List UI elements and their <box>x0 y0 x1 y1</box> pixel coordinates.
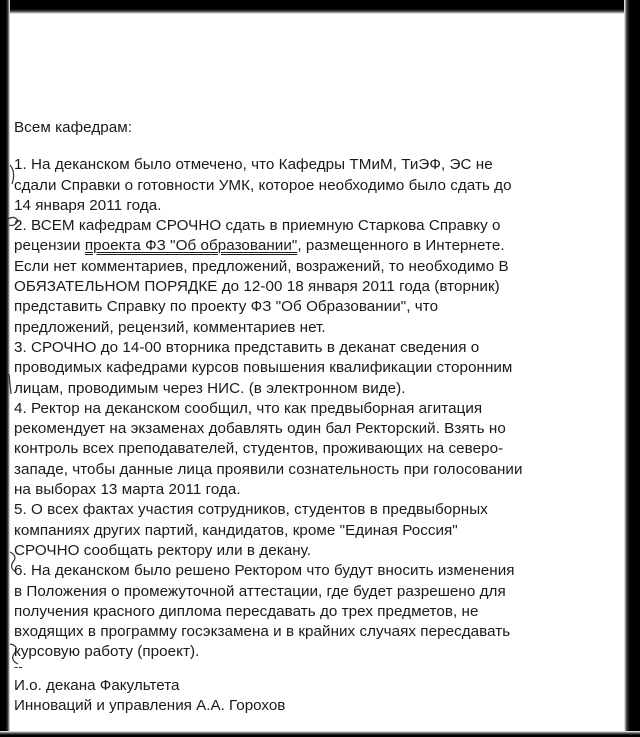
signature-block <box>14 676 285 717</box>
memo-line: получения красного диплома пересдавать до трех предметов, не <box>14 602 479 620</box>
memo-line: 3. СРОЧНО до 14-00 вторника представить в деканат сведения о <box>14 338 480 356</box>
memo-line: входящих в программу госэкзамена и в крайних случаях пересдавать <box>14 623 511 641</box>
memo-line: компаниях других партий, кандидатов, кроме "Единая Россия" <box>14 521 458 539</box>
memo-line: 1. На деканском было отмечено, что Кафедры ТМиМ, ТиЭФ, ЭС не <box>14 156 493 174</box>
memo-line: рекомендует на экзаменах добавлять один бал Ректорский. Взять но <box>14 420 506 438</box>
memo-line: 4. Ректор на деканском сообщил, что как предвыборная агитация <box>14 399 483 417</box>
scan-border-right <box>624 0 640 737</box>
memo-line: западе, чтобы данные лица проявили сознательность при голосовании <box>14 460 523 478</box>
memo-line: рецензии проекта ФЗ "Об образовании", размещенного в Интернете. <box>14 237 505 255</box>
memo-line: представить Справку по проекту ФЗ "Об Образовании", что <box>14 298 439 316</box>
memo-line: в Положения о промежуточной аттестации, где будет разрешено для <box>14 582 506 600</box>
memo-line: ОБЯЗАТЕЛЬНОМ ПОРЯДКЕ до 12-00 18 января 2011 года (вторник) <box>14 278 500 296</box>
memo-line: 6. На деканском было решено Ректором что будут вносить изменения <box>14 562 515 580</box>
memo-line: 5. О всех фактах участия сотрудников, студентов в предвыборных <box>14 501 488 519</box>
memo-line: предложений, рецензий, комментариев нет. <box>14 318 326 336</box>
memo-line: проводимых кафедрами курсов повышения квалификации сторонним <box>14 359 513 377</box>
footer-dash: -- <box>14 659 23 674</box>
memo-line: 14 января 2011 года. <box>14 196 162 214</box>
memo-body <box>14 118 614 663</box>
scan-border-left <box>0 0 10 737</box>
memo-line: Если нет комментариев, предложений, возражений, то необходимо В <box>14 257 509 275</box>
memo-line: контроль всех преподавателей, студентов, проживающих на северо- <box>14 440 504 458</box>
signature-name: Инноваций и управления А.А. Горохов <box>14 697 286 715</box>
memo-greeting: Всем кафедрам: <box>14 119 132 136</box>
scan-border-bottom <box>0 731 640 737</box>
underlined-phrase: проекта ФЗ "Об образовании" <box>84 237 298 255</box>
memo-line: на выборах 13 марта 2011 года. <box>14 481 241 499</box>
signature-title: И.о. декана Факультета <box>14 677 180 694</box>
memo-line: 2. ВСЕМ кафедрам СРОЧНО сдать в приемную Старкова Справку о <box>14 217 501 235</box>
scan-border-top <box>0 0 640 14</box>
memo-line: сдали Справки о готовности УМК, которое необходимо было сдать до <box>14 176 512 194</box>
memo-line: лицам, проводимым через НИС. (в электронном виде). <box>14 379 406 397</box>
memo-line: курсовую работу (проект). <box>14 643 200 661</box>
memo-line: СРОЧНО сообщать ректору или в декану. <box>14 541 312 559</box>
